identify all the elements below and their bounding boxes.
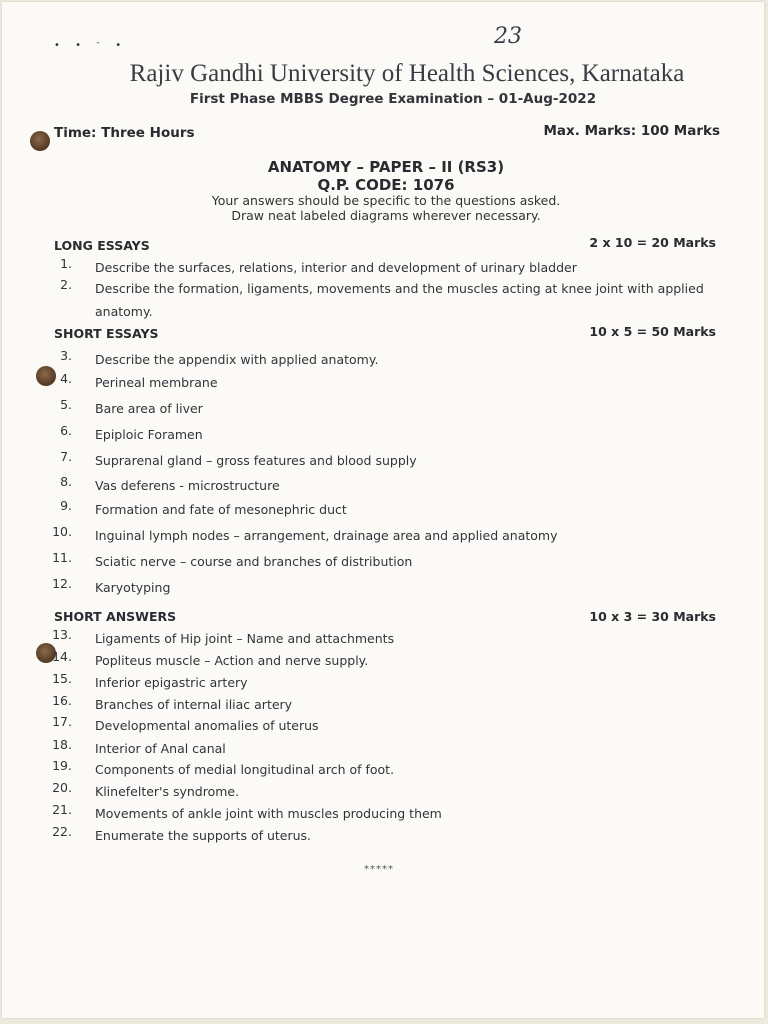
question-number: 13. (52, 627, 72, 642)
question-text: Vas deferens - microstructure (95, 478, 280, 493)
question-number: 3. (60, 348, 72, 363)
question-number: 11. (52, 550, 72, 565)
question-number: 9. (60, 498, 72, 513)
question-text: Enumerate the supports of uterus. (95, 828, 312, 843)
question-text: Klinefelter's syndrome. (95, 784, 240, 799)
question-text: Developmental anomalies of uterus (95, 718, 319, 733)
question-text: Ligaments of Hip joint – Name and attachments (95, 631, 395, 646)
punch-hole-1 (30, 131, 50, 151)
question-text: Karyotyping (95, 580, 171, 595)
scan-marks: • • ᐨ • (54, 40, 128, 51)
question-text: Describe the surfaces, relations, interior and development of urinary bladder (95, 260, 577, 275)
question-text: Describe the appendix with applied anatomy. (95, 352, 379, 367)
section-marks-short-answers: 10 x 3 = 30 Marks (589, 609, 716, 624)
section-title-short-answers: SHORT ANSWERS (54, 609, 177, 624)
instruction-diagrams: Draw neat labeled diagrams wherever necessary. (231, 208, 541, 223)
question-number: 1. (60, 256, 72, 271)
question-number: 16. (52, 693, 72, 708)
question-number: 18. (52, 737, 72, 752)
question-number: 10. (52, 524, 72, 539)
question-text: Movements of ankle joint with muscles producing them (95, 806, 442, 821)
question-text: Epiploic Foramen (95, 427, 203, 442)
question-number: 6. (60, 423, 72, 438)
exam-title: First Phase MBBS Degree Examination – 01-Aug-2022 (189, 91, 597, 107)
question-text: Inferior epigastric artery (95, 675, 248, 690)
handwritten-page-number: 23 (494, 24, 522, 49)
question-text: Sciatic nerve – course and branches of distribution (95, 554, 413, 569)
instruction-specific: Your answers should be specific to the questions asked. (211, 193, 561, 208)
exam-duration: Time: Three Hours (54, 125, 195, 141)
question-number: 5. (60, 397, 72, 412)
question-text: Bare area of liver (95, 401, 203, 416)
question-number: 8. (60, 474, 72, 489)
max-marks: Max. Marks: 100 Marks (543, 123, 720, 139)
section-marks-long-essays: 2 x 10 = 20 Marks (589, 235, 716, 250)
subject-title: ANATOMY – PAPER – II (RS3) (267, 158, 505, 176)
section-title-short-essays: SHORT ESSAYS (54, 326, 159, 341)
question-text: Perineal membrane (95, 375, 218, 390)
question-number: 19. (52, 758, 72, 773)
question-text: Interior of Anal canal (95, 741, 226, 756)
question-text: Components of medial longitudinal arch of foot. (95, 762, 395, 777)
question-text: Inguinal lymph nodes – arrangement, drainage area and applied anatomy (95, 528, 558, 543)
end-of-paper-marker: ***** (364, 864, 394, 875)
question-text: Describe the formation, ligaments, movements and the muscles acting at knee joint with applied anatomy. (95, 281, 704, 319)
qp-code: Q.P. CODE: 1076 (317, 176, 455, 194)
question-text: Popliteus muscle – Action and nerve supply. (95, 653, 369, 668)
question-number: 20. (52, 780, 72, 795)
question-number: 2. (60, 277, 72, 292)
question-number: 15. (52, 671, 72, 686)
question-number: 21. (52, 802, 72, 817)
question-number: 14. (52, 649, 72, 664)
section-title-long-essays: LONG ESSAYS (54, 238, 150, 253)
question-number: 17. (52, 714, 72, 729)
question-text: Branches of internal iliac artery (95, 697, 293, 712)
question-number: 4. (60, 371, 72, 386)
question-number: 22. (52, 824, 72, 839)
section-marks-short-essays: 10 x 5 = 50 Marks (589, 324, 716, 339)
question-paper (2, 2, 764, 1018)
question-number: 7. (60, 449, 72, 464)
question-text: Formation and fate of mesonephric duct (95, 502, 347, 517)
university-name: Rajiv Gandhi University of Health Sciences, Karnataka (129, 60, 685, 87)
question-text: Suprarenal gland – gross features and blood supply (95, 453, 417, 468)
question-number: 12. (52, 576, 72, 591)
